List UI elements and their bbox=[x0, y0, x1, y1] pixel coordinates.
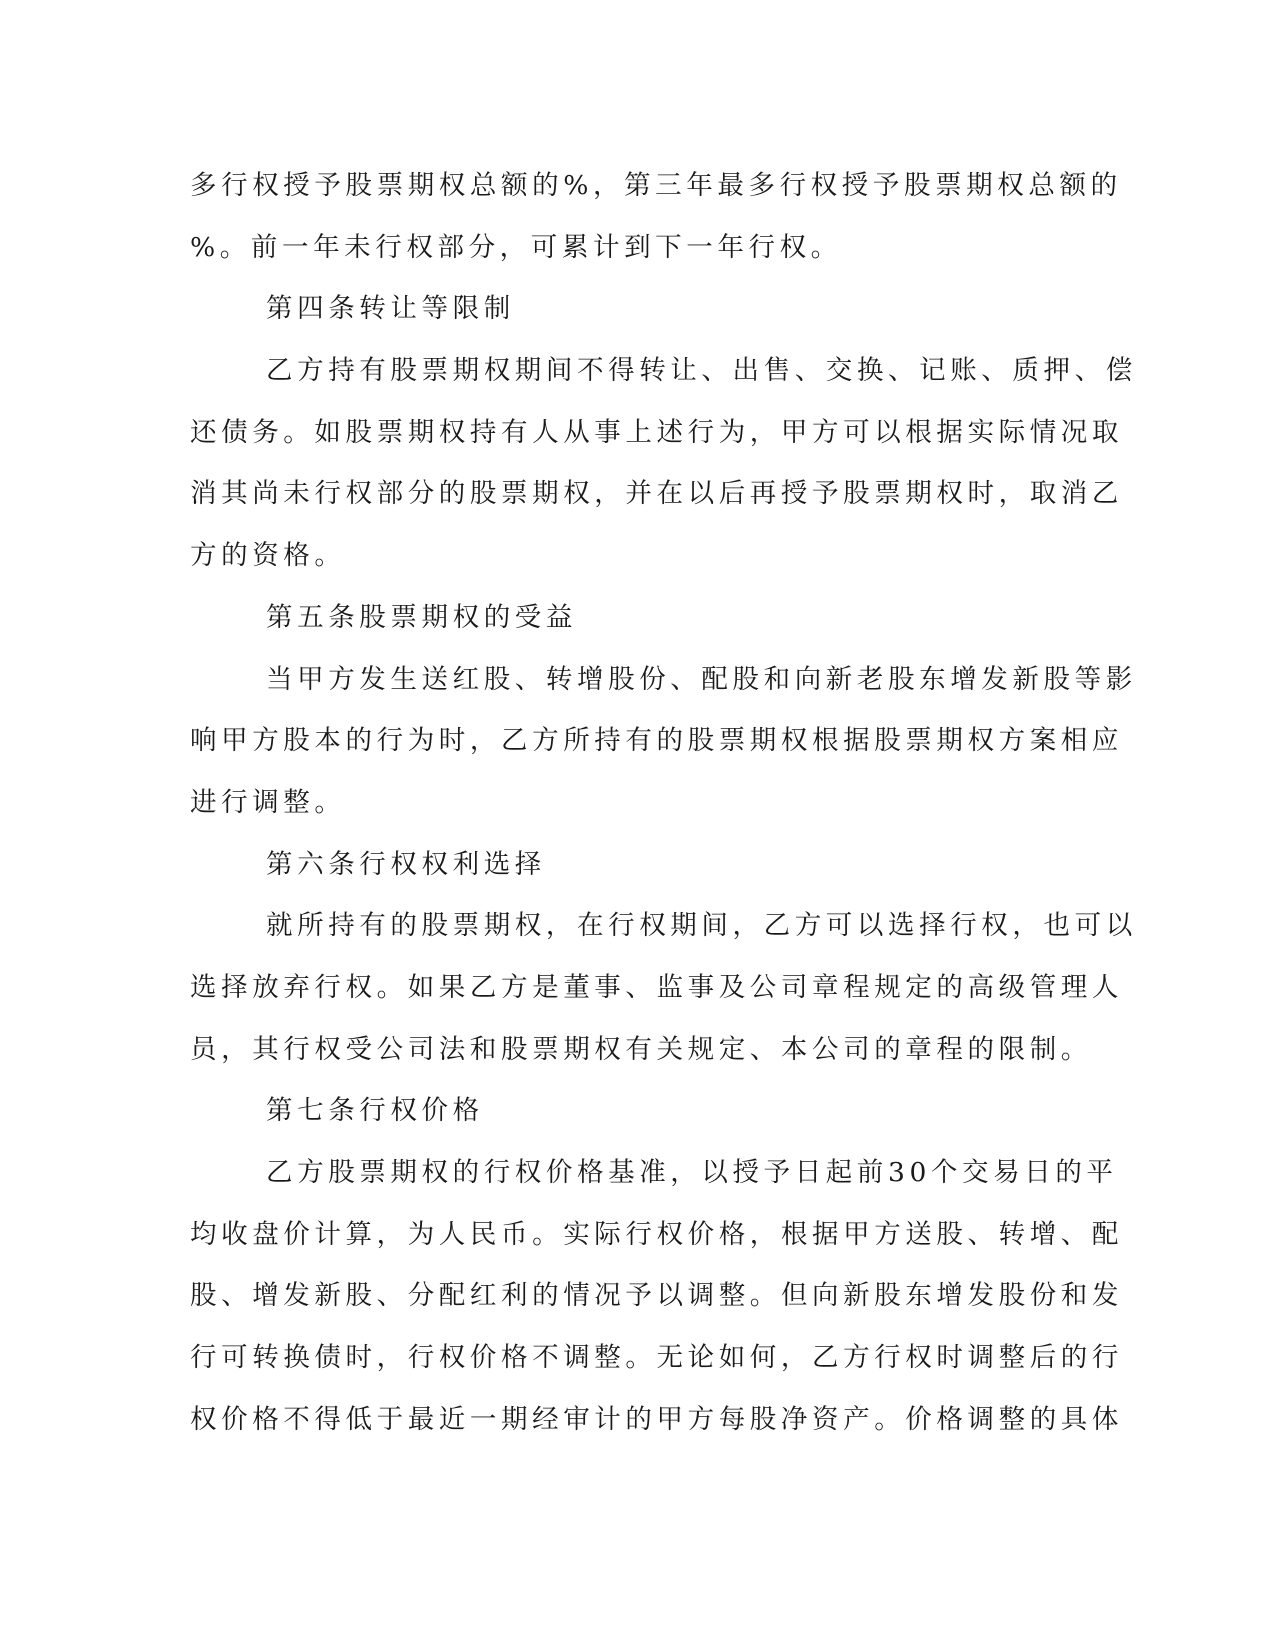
document-body bbox=[190, 155, 1137, 1450]
section-heading-article-4: 第四条转让等限制 bbox=[266, 293, 515, 325]
section-heading-article-7: 第七条行权价格 bbox=[266, 1095, 484, 1127]
section-heading-article-6: 第六条行权权利选择 bbox=[266, 848, 546, 880]
paragraph-line: 进行调整。 bbox=[190, 786, 346, 818]
paragraph-line: 就所持有的股票期权，在行权期间，乙方可以选择行权，也可以 bbox=[266, 910, 1137, 942]
paragraph-line: 消其尚未行权部分的股票期权，并在以后再授予股票期权时，取消乙 bbox=[190, 478, 1123, 510]
section-heading-article-5: 第五条股票期权的受益 bbox=[266, 601, 577, 633]
paragraph-line: %。前一年未行权部分，可累计到下一年行权。 bbox=[190, 231, 842, 263]
paragraph-line: 选择放弃行权。如果乙方是董事、监事及公司章程规定的高级管理人 bbox=[190, 971, 1123, 1003]
paragraph-line: 还债务。如股票期权持有人从事上述行为，甲方可以根据实际情况取 bbox=[190, 416, 1123, 448]
paragraph-line: 响甲方股本的行为时，乙方所持有的股票期权根据股票期权方案相应 bbox=[190, 725, 1123, 757]
paragraph-line: 员，其行权受公司法和股票期权有关规定、本公司的章程的限制。 bbox=[190, 1033, 1092, 1065]
paragraph-line: 股、增发新股、分配红利的情况予以调整。但向新股东增发股份和发 bbox=[190, 1280, 1123, 1312]
paragraph-line: 方的资格。 bbox=[190, 540, 346, 572]
paragraph-line: 多行权授予股票期权总额的%，第三年最多行权授予股票期权总额的 bbox=[190, 170, 1122, 201]
paragraph-line: 乙方股票期权的行权价格基准，以授予日起前30个交易日的平 bbox=[266, 1157, 1118, 1188]
paragraph-line: 乙方持有股票期权期间不得转让、出售、交换、记账、质押、偿 bbox=[266, 355, 1137, 387]
paragraph-line: 权价格不得低于最近一期经审计的甲方每股净资产。价格调整的具体 bbox=[190, 1403, 1123, 1435]
paragraph-line: 当甲方发生送红股、转增股份、配股和向新老股东增发新股等影 bbox=[266, 663, 1137, 695]
paragraph-line: 行可转换债时，行权价格不调整。无论如何，乙方行权时调整后的行 bbox=[190, 1342, 1123, 1374]
paragraph-line: 均收盘价计算，为人民币。实际行权价格，根据甲方送股、转增、配 bbox=[190, 1218, 1123, 1250]
